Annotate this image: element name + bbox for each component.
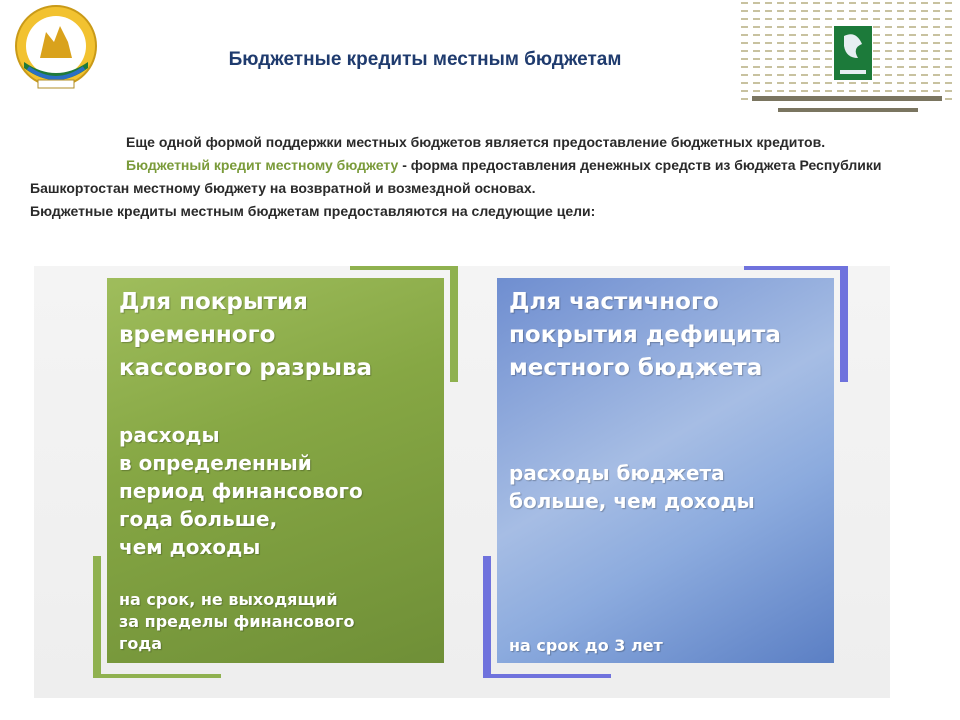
blue-card-accent-right (840, 266, 848, 382)
card-term: на срок до 3 лет (509, 636, 663, 655)
blue-card-accent-left (483, 556, 491, 678)
blue-card-accent-bottom (483, 674, 611, 678)
goal-card-cash-gap (107, 278, 444, 663)
page-title: Бюджетные кредиты местным бюджетам (228, 49, 622, 70)
card-term: на срок, не выходящий за пределы финансового года (119, 590, 355, 653)
card-title: Для частичного покрытия дефицита местного бюджета (509, 289, 781, 381)
blue-card-accent-top (744, 266, 848, 270)
green-card-accent-right (450, 266, 458, 382)
green-card-accent-left (93, 556, 101, 678)
green-card-accent-bottom (93, 674, 221, 678)
intro-paragraph-1: Еще одной формой поддержки местных бюджетов является предоставление бюджетных кредитов. (126, 134, 826, 150)
green-card-accent-top (350, 266, 458, 270)
intro-text (30, 131, 910, 223)
intro-paragraph-2: Бюджетный кредит местному бюджету - форма предоставления денежных средств из бюджета Республики Башкортостан местному бюджету на возвратной и возмездной основах. (30, 157, 882, 196)
card-description: расходы бюджета больше, чем доходы (509, 461, 755, 513)
intro-paragraph-3: Бюджетные кредиты местным бюджетам предоставляются на следующие цели: (30, 203, 596, 219)
goal-card-deficit (497, 278, 834, 663)
card-description: расходы в определенный период финансового года больше, чем доходы (119, 423, 363, 559)
card-title: Для покрытия временного кассового разрыва (119, 289, 373, 381)
credit-definition-term: Бюджетный кредит местному бюджету (126, 157, 399, 173)
